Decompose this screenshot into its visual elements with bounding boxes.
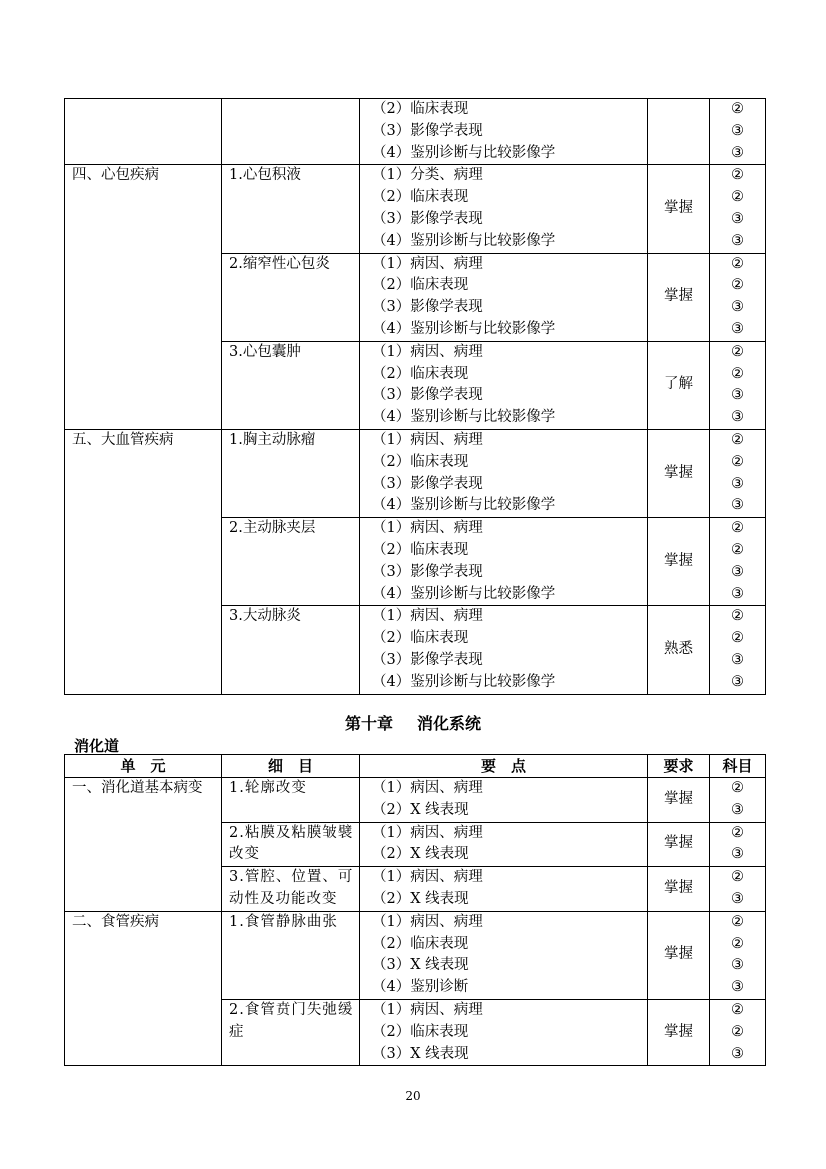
subject-mark: ③ <box>731 801 744 818</box>
requirement-cell: 掌握 <box>648 518 710 606</box>
point-line: （2）X 线表现 <box>372 890 469 907</box>
detail-cell: 1.心包积液 <box>222 165 360 253</box>
subject-mark: ③ <box>731 497 744 514</box>
requirement-cell: 掌握 <box>648 165 710 253</box>
detail-cell: 2.粘膜及粘膜皱襞改变 <box>222 822 360 867</box>
subject-cell <box>710 518 766 606</box>
point-line: （4）鉴别诊断 <box>372 979 469 996</box>
point-line: （2）临床表现 <box>372 365 469 382</box>
point-line: （2）临床表现 <box>372 1023 469 1040</box>
table-row <box>65 778 766 823</box>
unit-cell: 四、心包疾病 <box>65 165 222 430</box>
point-line: （3）影像学表现 <box>372 651 483 668</box>
requirement-cell: 掌握 <box>648 429 710 517</box>
subject-mark: ③ <box>731 673 744 690</box>
header-unit: 单 元 <box>65 755 222 778</box>
subject-mark: ③ <box>731 651 744 668</box>
detail-cell: 1.胸主动脉瘤 <box>222 429 360 517</box>
subject-mark: ② <box>731 1001 744 1018</box>
subject-mark: ② <box>731 608 744 625</box>
point-line: （1）病因、病理 <box>372 1001 483 1018</box>
table-row <box>65 99 766 165</box>
requirement-cell: 掌握 <box>648 867 710 912</box>
subject-mark: ③ <box>731 122 744 139</box>
subject-mark: ③ <box>731 409 744 426</box>
point-line: （3）影像学表现 <box>372 210 483 227</box>
subject-mark: ③ <box>731 957 744 974</box>
subject-cell <box>710 822 766 867</box>
subject-mark: ③ <box>731 563 744 580</box>
subject-mark: ② <box>731 1023 744 1040</box>
point-line: （1）病因、病理 <box>372 608 483 625</box>
syllabus-table-digestive <box>64 754 766 1066</box>
section-title: 消化道 <box>74 737 120 755</box>
point-line: （2）临床表现 <box>372 277 469 294</box>
point-line: （1）病因、病理 <box>372 431 483 448</box>
subject-mark: ② <box>731 780 744 796</box>
point-line: （4）鉴别诊断与比较影像学 <box>372 585 556 602</box>
point-line: （2）临床表现 <box>372 453 469 470</box>
subject-cell <box>710 867 766 912</box>
point-line: （4）鉴别诊断与比较影像学 <box>372 497 556 514</box>
requirement-cell: 掌握 <box>648 822 710 867</box>
requirement-cell: 了解 <box>648 341 710 429</box>
chapter-number: 第十章 <box>344 714 393 733</box>
detail-cell: 2.食管贲门失弛缓症 <box>222 999 360 1065</box>
subject-mark: ③ <box>731 846 744 863</box>
header-requirement: 要求 <box>648 755 710 778</box>
point-line: （1）病因、病理 <box>372 343 483 360</box>
subject-cell <box>710 99 766 165</box>
points-cell <box>360 999 648 1065</box>
subject-mark: ② <box>731 913 744 930</box>
point-line: （4）鉴别诊断与比较影像学 <box>372 409 556 426</box>
point-line: （3）影像学表现 <box>372 299 483 316</box>
requirement-cell <box>648 99 710 165</box>
points-cell <box>360 606 648 694</box>
point-line: （2）临床表现 <box>372 101 469 117</box>
point-line: （2）X 线表现 <box>372 846 469 863</box>
unit-cell: 二、食管疾病 <box>65 911 222 1066</box>
point-line: （4）鉴别诊断与比较影像学 <box>372 320 556 337</box>
point-line: （3）X 线表现 <box>372 1045 469 1062</box>
point-line: （3）影像学表现 <box>372 122 483 139</box>
subject-mark: ② <box>731 541 744 558</box>
subject-mark: ② <box>731 630 744 647</box>
detail-cell: 2.主动脉夹层 <box>222 518 360 606</box>
detail-cell: 1.轮廓改变 <box>222 778 360 823</box>
subject-mark: ② <box>731 869 744 886</box>
point-line: （2）临床表现 <box>372 935 469 952</box>
subject-mark: ② <box>731 431 744 448</box>
point-line: （1）病因、病理 <box>372 913 483 930</box>
point-line: （3）影像学表现 <box>372 475 483 492</box>
syllabus-table-cardiac <box>64 98 766 695</box>
subject-cell <box>710 429 766 517</box>
chapter-title: 消化系统 <box>417 714 482 733</box>
points-cell <box>360 99 648 165</box>
point-line: （3）X 线表现 <box>372 957 469 974</box>
subject-mark: ② <box>731 167 744 184</box>
point-line: （1）病因、病理 <box>372 869 483 886</box>
header-detail: 细 目 <box>222 755 360 778</box>
point-line: （3）影像学表现 <box>372 563 483 580</box>
requirement-cell: 掌握 <box>648 999 710 1065</box>
subject-mark: ③ <box>731 210 744 227</box>
point-line: （4）鉴别诊断与比较影像学 <box>372 232 556 249</box>
table1-body <box>65 99 766 695</box>
subject-cell <box>710 606 766 694</box>
table-row <box>65 429 766 517</box>
point-line: （4）鉴别诊断与比较影像学 <box>372 673 556 690</box>
page-number: 20 <box>405 1089 421 1103</box>
detail-cell <box>222 99 360 165</box>
points-cell <box>360 518 648 606</box>
requirement-cell: 熟悉 <box>648 606 710 694</box>
requirement-cell: 掌握 <box>648 253 710 341</box>
table-row <box>65 911 766 999</box>
detail-cell: 3.心包囊肿 <box>222 341 360 429</box>
subject-mark: ③ <box>731 387 744 404</box>
points-cell <box>360 165 648 253</box>
points-cell <box>360 253 648 341</box>
point-line: （1）病因、病理 <box>372 780 483 796</box>
point-line: （2）临床表现 <box>372 189 469 206</box>
subject-mark: ③ <box>731 320 744 337</box>
points-cell <box>360 911 648 999</box>
subject-mark: ③ <box>731 232 744 249</box>
subject-mark: ② <box>731 255 744 272</box>
point-line: （1）病因、病理 <box>372 824 483 841</box>
subject-mark: ② <box>731 277 744 294</box>
header-points: 要 点 <box>360 755 648 778</box>
points-cell <box>360 341 648 429</box>
point-line: （3）影像学表现 <box>372 387 483 404</box>
subject-cell <box>710 253 766 341</box>
chapter-heading <box>0 711 826 734</box>
point-line: （2）X 线表现 <box>372 801 469 818</box>
subject-mark: ② <box>731 520 744 537</box>
requirement-cell: 掌握 <box>648 778 710 823</box>
subject-mark: ③ <box>731 144 744 161</box>
requirement-cell: 掌握 <box>648 911 710 999</box>
unit-cell: 一、消化道基本病变 <box>65 778 222 912</box>
subject-mark: ② <box>731 101 744 117</box>
point-line: （1）病因、病理 <box>372 255 483 272</box>
subject-mark: ② <box>731 343 744 360</box>
point-line: （4）鉴别诊断与比较影像学 <box>372 144 556 161</box>
points-cell <box>360 822 648 867</box>
subject-cell <box>710 911 766 999</box>
subject-mark: ③ <box>731 585 744 602</box>
table2-body <box>65 778 766 1066</box>
point-line: （2）临床表现 <box>372 541 469 558</box>
detail-cell: 3.大动脉炎 <box>222 606 360 694</box>
subject-cell <box>710 778 766 823</box>
table-header-row <box>65 755 766 778</box>
header-subject: 科目 <box>710 755 766 778</box>
subject-mark: ③ <box>731 299 744 316</box>
subject-mark: ③ <box>731 979 744 996</box>
point-line: （1）分类、病理 <box>372 167 483 184</box>
subject-mark: ③ <box>731 890 744 907</box>
subject-mark: ③ <box>731 475 744 492</box>
subject-mark: ② <box>731 453 744 470</box>
unit-cell <box>65 99 222 165</box>
subject-mark: ③ <box>731 1045 744 1062</box>
detail-cell: 1.食管静脉曲张 <box>222 911 360 999</box>
point-line: （1）病因、病理 <box>372 520 483 537</box>
table-row <box>65 165 766 253</box>
points-cell <box>360 778 648 823</box>
points-cell <box>360 429 648 517</box>
subject-cell <box>710 341 766 429</box>
unit-cell: 五、大血管疾病 <box>65 429 222 694</box>
detail-cell: 2.缩窄性心包炎 <box>222 253 360 341</box>
subject-mark: ② <box>731 189 744 206</box>
detail-cell: 3.管腔、位置、可动性及功能改变 <box>222 867 360 912</box>
point-line: （2）临床表现 <box>372 630 469 647</box>
points-cell <box>360 867 648 912</box>
subject-mark: ② <box>731 824 744 841</box>
subject-mark: ② <box>731 935 744 952</box>
subject-cell <box>710 999 766 1065</box>
subject-cell <box>710 165 766 253</box>
subject-mark: ② <box>731 365 744 382</box>
